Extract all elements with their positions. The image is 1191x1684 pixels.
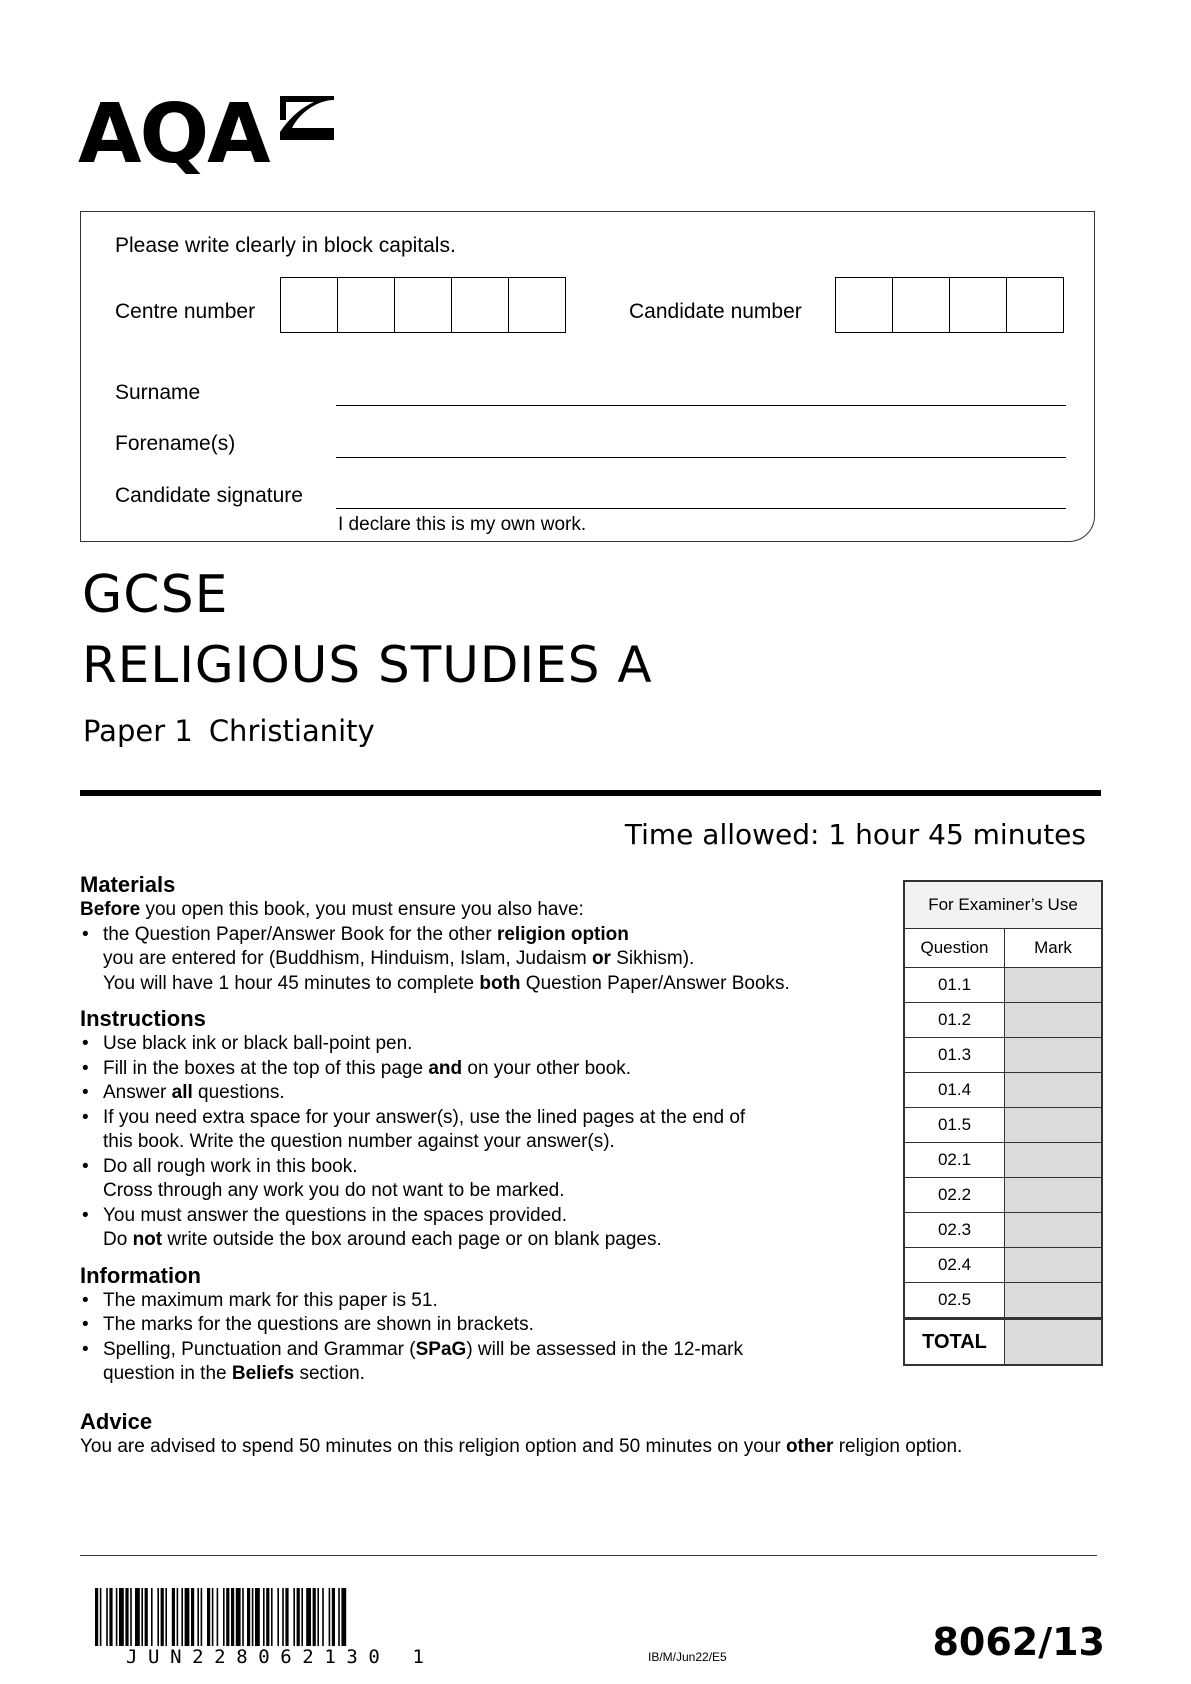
mark-cell: [1005, 1283, 1101, 1317]
leaf-icon: [278, 92, 336, 142]
instruction-text: on your other book.: [462, 1057, 632, 1079]
mark-cell: [1005, 1108, 1101, 1142]
materials-item-bold: or: [591, 948, 611, 969]
instruction-text: Answer: [103, 1082, 172, 1103]
materials-section: [80, 872, 900, 996]
advice-text-part: You are advised to spend 50 minutes on this religion option and 50 minutes on your: [80, 1435, 786, 1457]
candidate-digit-box[interactable]: [836, 278, 893, 332]
examiner-table-header: [905, 929, 1101, 968]
question-number: 01.1: [905, 968, 1005, 1002]
question-number: 02.5: [905, 1283, 1005, 1317]
table-row: [905, 1178, 1101, 1213]
candidate-digit-box[interactable]: [893, 278, 950, 332]
total-mark-cell: [1005, 1320, 1101, 1364]
list-item: [80, 1338, 900, 1363]
title-rule: [80, 790, 1101, 796]
table-row: [905, 1038, 1101, 1073]
list-item: [80, 923, 900, 948]
signature-line[interactable]: [336, 508, 1066, 509]
signature-label: Candidate signature: [115, 484, 303, 507]
paper-code: 8062/13: [932, 1620, 1105, 1664]
centre-digit-box[interactable]: [509, 278, 565, 332]
instructions-heading: Instructions: [80, 1006, 206, 1031]
table-row: [905, 1073, 1101, 1108]
information-section: [80, 1263, 900, 1387]
list-item: [80, 1057, 900, 1082]
candidate-number-boxes[interactable]: [835, 277, 1064, 333]
information-continuation: [80, 1362, 900, 1387]
question-number: 01.4: [905, 1073, 1005, 1107]
instruction-bold: not: [132, 1229, 163, 1250]
barcode-number: JUN228062130 1: [126, 1646, 435, 1668]
table-row: [905, 1108, 1101, 1143]
time-allowed: Time allowed: 1 hour 45 minutes: [624, 818, 1086, 851]
surname-label: Surname: [115, 381, 201, 404]
declaration-text: I declare this is my own work.: [338, 514, 587, 535]
materials-continuation: [80, 972, 900, 997]
mark-cell: [1005, 1178, 1101, 1212]
list-item: • The marks for the questions are shown in brackets.: [80, 1313, 900, 1338]
instruction-continuation: Cross through any work you do not want to be marked.: [103, 1180, 565, 1201]
list-item: • The maximum mark for this paper is 51.: [80, 1289, 900, 1314]
materials-item-text: You will have 1 hour 45 minutes to complete: [103, 972, 480, 994]
centre-number-boxes[interactable]: [280, 277, 566, 333]
question-number: 02.4: [905, 1248, 1005, 1282]
total-row: [905, 1318, 1101, 1364]
mark-cell: [1005, 1003, 1101, 1037]
materials-item-text: you are entered for (Buddhism, Hinduism, Islam, Judaism: [103, 948, 592, 969]
centre-digit-box[interactable]: [338, 278, 395, 332]
list-item: • You must answer the questions in the spaces provided.: [80, 1204, 900, 1229]
instruction-text: Fill in the boxes at the top of this page: [103, 1057, 429, 1079]
information-text: section.: [294, 1363, 365, 1384]
mark-cell: [1005, 1143, 1101, 1177]
materials-heading: Materials: [80, 872, 176, 897]
table-row: [905, 1213, 1101, 1248]
instruction-bold: all: [171, 1082, 193, 1103]
information-bold: Beliefs: [231, 1363, 295, 1384]
candidate-digit-box[interactable]: [1007, 278, 1063, 332]
materials-continuation: [80, 947, 900, 972]
paper-topic: Christianity: [208, 714, 375, 748]
logo-text: AQA: [78, 87, 269, 182]
materials-item-text: the Question Paper/Answer Book for the other: [103, 923, 497, 945]
mark-cell: [1005, 1038, 1101, 1072]
advice-heading: Advice: [80, 1408, 153, 1434]
instruction-bold: and: [428, 1057, 463, 1079]
forename-label: Forename(s): [115, 432, 236, 455]
question-column-header: Question: [905, 929, 1005, 967]
materials-item-bold: both: [479, 972, 521, 994]
information-heading: Information: [80, 1262, 201, 1288]
paper-number: Paper 1: [83, 714, 193, 748]
candidate-digit-box[interactable]: [950, 278, 1007, 332]
advice-text-part: religion option.: [833, 1435, 963, 1457]
list-item: • Do all rough work in this book.: [80, 1155, 900, 1180]
examiner-use-table: [903, 880, 1103, 1366]
instruction-text: Do: [103, 1229, 133, 1250]
advice-text: [80, 1435, 963, 1460]
mark-cell: [1005, 1248, 1101, 1282]
paper-reference: IB/M/Jun22/E5: [648, 1650, 727, 1664]
instruction-text: questions.: [192, 1082, 285, 1103]
total-label: TOTAL: [905, 1320, 1005, 1364]
instruction-continuation: [80, 1228, 900, 1253]
list-item: [80, 1081, 900, 1106]
aqa-logo: [78, 88, 348, 188]
qualification-title: GCSE: [82, 565, 229, 625]
centre-digit-box[interactable]: [395, 278, 452, 332]
information-text: question in the: [103, 1363, 232, 1384]
materials-intro-text: you open this book, you must ensure you also have:: [140, 899, 584, 920]
candidate-number-label: Candidate number: [629, 300, 802, 323]
question-number: 01.2: [905, 1003, 1005, 1037]
examiner-table-title: For Examiner’s Use: [905, 882, 1101, 929]
barcode-image: [95, 1588, 505, 1646]
paper-title: [83, 714, 391, 748]
subject-title: RELIGIOUS STUDIES A: [82, 636, 653, 694]
question-number: 02.1: [905, 1143, 1005, 1177]
question-number: 01.5: [905, 1108, 1005, 1142]
centre-digit-box[interactable]: [281, 278, 338, 332]
advice-bold: other: [785, 1435, 834, 1457]
information-bold: SPaG: [415, 1338, 467, 1360]
materials-item-text: Sikhism).: [610, 948, 695, 969]
centre-number-label: Centre number: [115, 300, 256, 323]
instruction-continuation: this book. Write the question number against your answer(s).: [103, 1131, 615, 1152]
table-row: [905, 1143, 1101, 1178]
question-number: 02.2: [905, 1178, 1005, 1212]
materials-item-bold: religion option: [496, 923, 629, 945]
block-capitals-instruction: Please write clearly in block capitals.: [115, 234, 456, 257]
mark-cell: [1005, 1213, 1101, 1247]
mark-cell: [1005, 968, 1101, 1002]
table-row: [905, 1003, 1101, 1038]
question-number: 02.3: [905, 1213, 1005, 1247]
materials-intro-bold: Before: [80, 899, 141, 920]
centre-digit-box[interactable]: [452, 278, 509, 332]
information-text: ) will be assessed in the 12-mark: [466, 1338, 743, 1360]
mark-column-header: Mark: [1005, 929, 1101, 967]
list-item: • Use black ink or black ball-point pen.: [80, 1032, 900, 1057]
surname-line[interactable]: [336, 405, 1066, 406]
table-row: [905, 1248, 1101, 1283]
materials-item-text: Question Paper/Answer Books.: [520, 972, 790, 994]
mark-cell: [1005, 1073, 1101, 1107]
instruction-text: write outside the box around each page or on blank pages.: [162, 1229, 662, 1250]
instructions-section: [80, 1006, 900, 1253]
question-number: 01.3: [905, 1038, 1005, 1072]
table-row: [905, 1283, 1101, 1318]
advice-section: [80, 1408, 963, 1460]
footer-rule: [80, 1555, 1097, 1556]
forename-line[interactable]: [336, 457, 1066, 458]
table-row: [905, 968, 1101, 1003]
list-item: • If you need extra space for your answer(s), use the lined pages at the end of: [80, 1106, 900, 1131]
information-text: Spelling, Punctuation and Grammar (: [103, 1338, 416, 1360]
materials-intro: [80, 898, 900, 923]
